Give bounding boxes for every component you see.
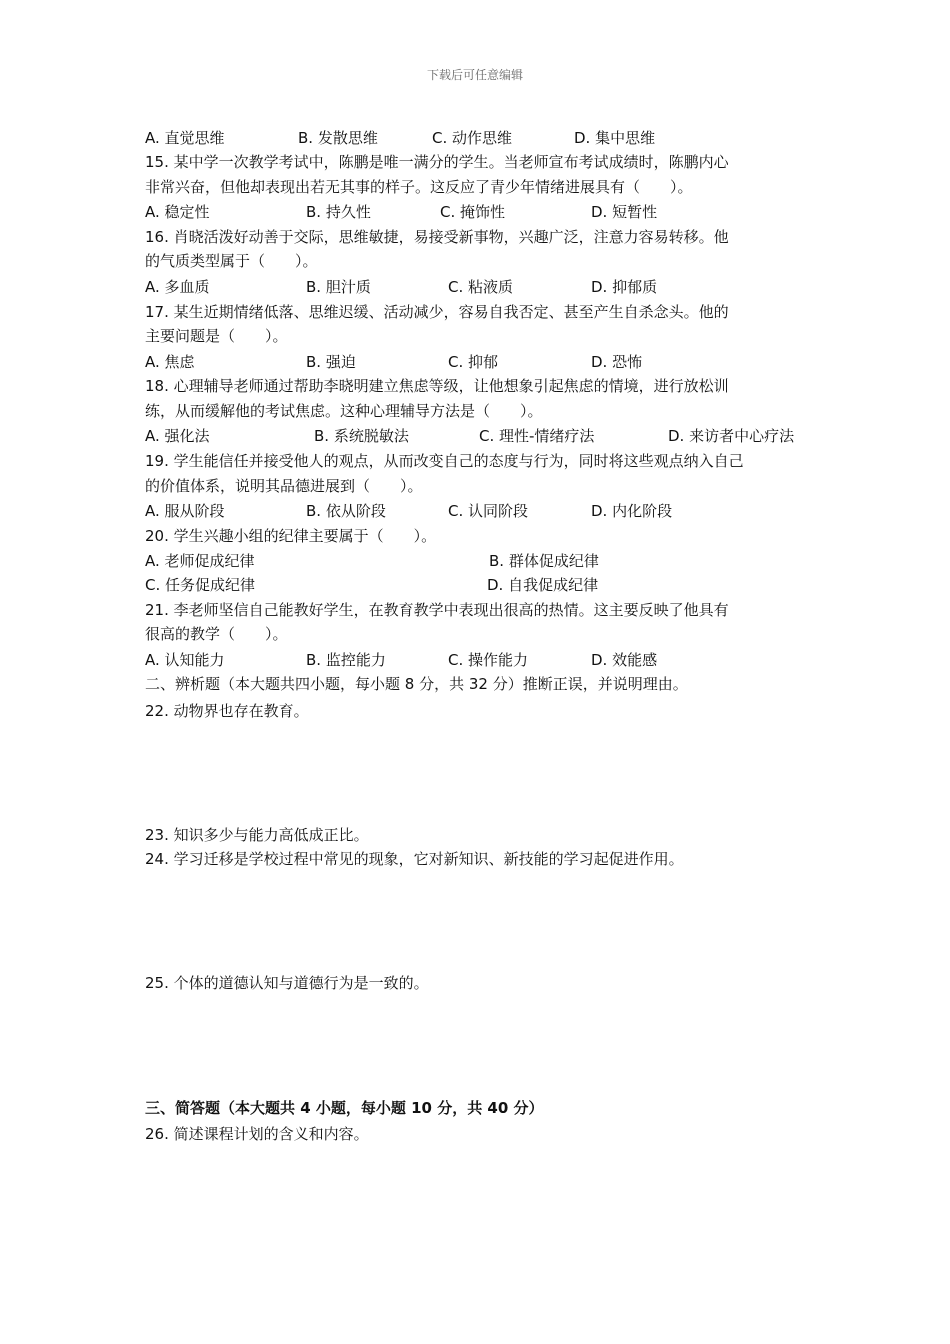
option-d: D. 抑郁质 [591, 278, 658, 296]
question-18: 18. 心理辅导老师通过帮助李晓明建立焦虑等级，让他想象引起焦虑的情境，进行放松训 [145, 377, 729, 395]
option-b: B. 胆汁质 [306, 278, 371, 296]
option-b: B. 群体促成纪律 [489, 552, 599, 570]
page-header: 下载后可任意编辑 [426, 68, 523, 82]
option-d: D. 恐怖 [591, 353, 643, 371]
option-c: C. 任务促成纪律 [145, 576, 256, 594]
section-3-title: 三、简答题（本大题共 4 小题，每小题 10 分，共 40 分） [145, 1099, 544, 1117]
option-a: A. 稳定性 [145, 203, 210, 221]
question-16-cont: 的气质类型属于（ ）。 [145, 252, 318, 270]
question-19-cont: 的价值体系，说明其品德进展到（ ）。 [145, 477, 423, 495]
option-a: A. 直觉思维 [145, 129, 225, 147]
option-a: A. 认知能力 [145, 651, 225, 669]
question-21: 21. 李老师坚信自己能教好学生，在教育教学中表现出很高的热情。这主要反映了他具有 [145, 601, 729, 619]
option-a: A. 强化法 [145, 427, 210, 445]
question-20: 20. 学生兴趣小组的纪律主要属于（ ）。 [145, 527, 437, 545]
option-b: B. 强迫 [306, 353, 356, 371]
option-c: C. 抑郁 [448, 353, 499, 371]
question-22: 22. 动物界也存在教育。 [145, 702, 309, 720]
section-2-title: 二、辨析题（本大题共四小题，每小题 8 分，共 32 分）推断正误，并说明理由。 [145, 675, 688, 693]
option-a: A. 焦虑 [145, 353, 195, 371]
option-c: C. 粘液质 [448, 278, 514, 296]
question-17-cont: 主要问题是（ ）。 [145, 327, 288, 345]
question-18-cont: 练，从而缓解他的考试焦虑。这种心理辅导方法是（ ）。 [145, 402, 543, 420]
option-b: B. 依从阶段 [306, 502, 386, 520]
option-c: C. 操作能力 [448, 651, 529, 669]
option-c: C. 动作思维 [432, 129, 513, 147]
option-d: D. 来访者中心疗法 [668, 427, 795, 445]
option-a: A. 多血质 [145, 278, 210, 296]
option-d: D. 短暂性 [591, 203, 658, 221]
option-c: C. 掩饰性 [440, 203, 506, 221]
question-25: 25. 个体的道德认知与道德行为是一致的。 [145, 974, 429, 992]
option-a: A. 老师促成纪律 [145, 552, 255, 570]
option-c: C. 理性-情绪疗法 [479, 427, 595, 445]
option-b: B. 监控能力 [306, 651, 386, 669]
question-15: 15. 某中学一次教学考试中，陈鹏是唯一满分的学生。当老师宣布考试成绩时，陈鹏内心 [145, 153, 729, 171]
option-d: D. 集中思维 [574, 129, 656, 147]
question-24: 24. 学习迁移是学校过程中常见的现象，它对新知识、新技能的学习起促进作用。 [145, 850, 684, 868]
option-c: C. 认同阶段 [448, 502, 529, 520]
option-b: B. 系统脱敏法 [314, 427, 409, 445]
question-17: 17. 某生近期情绪低落、思维迟缓、活动减少，容易自我否定、甚至产生自杀念头。他的 [145, 303, 729, 321]
option-a: A. 服从阶段 [145, 502, 225, 520]
question-19: 19. 学生能信任并接受他人的观点，从而改变自己的态度与行为，同时将这些观点纳入自己 [145, 452, 744, 470]
question-15-cont: 非常兴奋，但他却表现出若无其事的样子。这反应了青少年情绪进展具有（ ）。 [145, 178, 693, 196]
option-b: B. 持久性 [306, 203, 371, 221]
question-21-cont: 很高的教学（ ）。 [145, 625, 288, 643]
option-d: D. 效能感 [591, 651, 658, 669]
option-d: D. 自我促成纪律 [487, 576, 599, 594]
question-23: 23. 知识多少与能力高低成正比。 [145, 826, 369, 844]
question-16: 16. 肖晓活泼好动善于交际，思维敏捷，易接受新事物，兴趣广泛，注意力容易转移。他 [145, 228, 729, 246]
question-26: 26. 简述课程计划的含义和内容。 [145, 1125, 369, 1143]
option-b: B. 发散思维 [298, 129, 378, 147]
option-d: D. 内化阶段 [591, 502, 673, 520]
